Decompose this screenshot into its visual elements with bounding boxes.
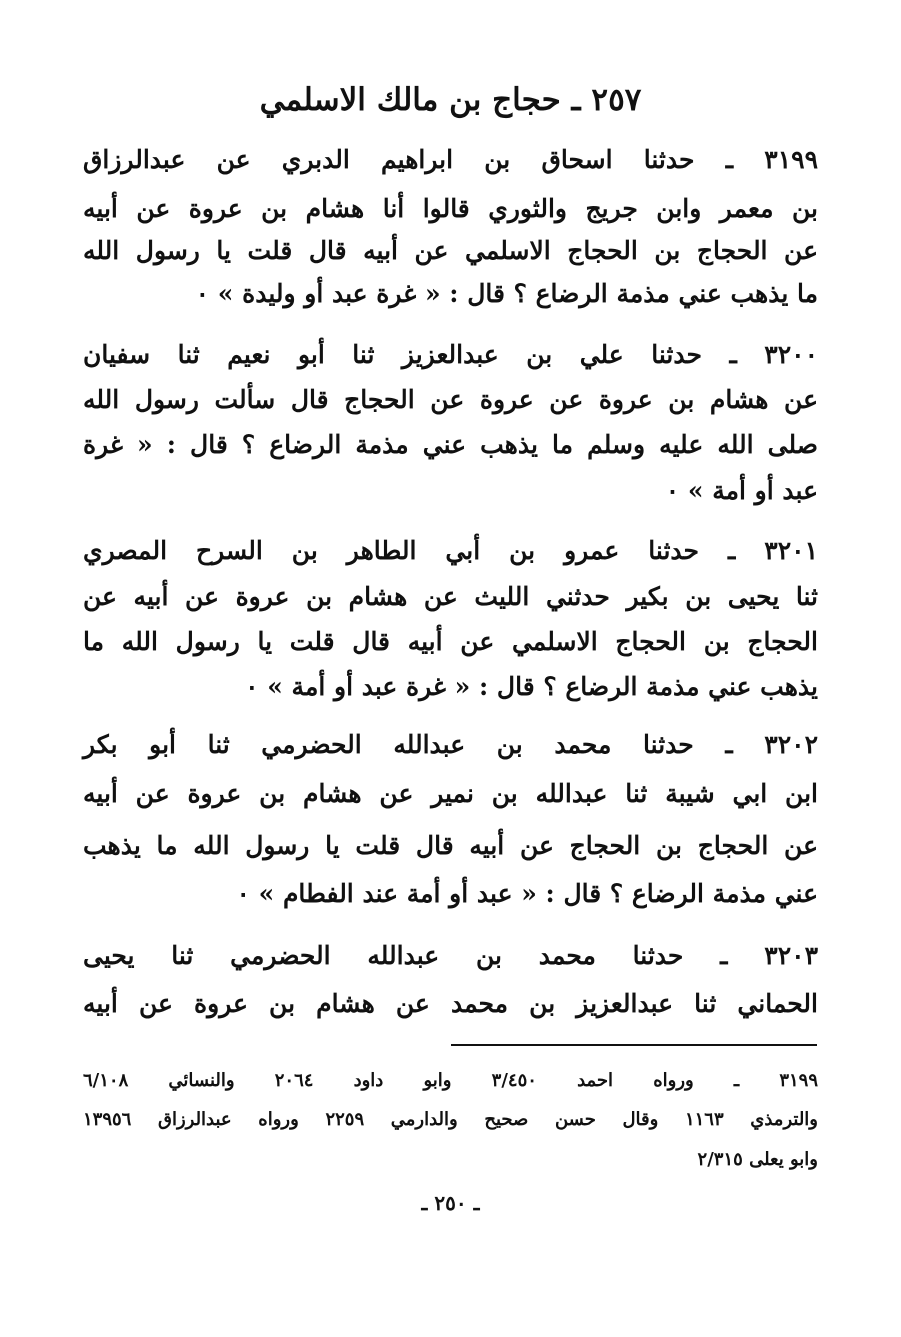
hadith-3202-line-3: عن الحجاج بن الحجاج عن أبيه قال قلت يا رسول الله ما يذهب bbox=[83, 831, 818, 860]
hadith-3199-line-4: ما يذهب عني مذمة الرضاع ؟ قال : « غرة عبد أو وليدة » ٠ bbox=[195, 279, 818, 308]
hadith-3199-line-1: ٣١٩٩ ـ حدثنا اسحاق بن ابراهيم الدبري عن عبدالرزاق bbox=[83, 145, 818, 174]
page-number: ـ ٢٥٠ ـ bbox=[421, 1191, 480, 1215]
footnote-divider bbox=[451, 1044, 817, 1046]
hadith-3200-line-4: عبد أو أمة » ٠ bbox=[665, 476, 818, 505]
hadith-3202-line-4: عني مذمة الرضاع ؟ قال : « عبد أو أمة عند الفطام » ٠ bbox=[236, 879, 818, 908]
footnote-line-2: والترمذي ١١٦٣ وقال حسن صحيح والدارمي ٢٢٥٩ ورواه عبدالرزاق ١٣٩٥٦ bbox=[83, 1109, 818, 1130]
hadith-3202-line-1: ٣٢٠٢ ـ حدثنا محمد بن عبدالله الحضرمي ثنا أبو بكر bbox=[83, 730, 818, 759]
hadith-3201-line-2: ثنا يحيى بن بكير حدثني الليث عن هشام بن عروة عن أبيه عن bbox=[83, 582, 818, 611]
hadith-3201-line-3: الحجاج بن الحجاج الاسلمي عن أبيه قال قلت يا رسول الله ما bbox=[83, 627, 818, 656]
footnote-line-1: ٣١٩٩ ـ ورواه احمد ٣/٤٥٠ وابو داود ٢٠٦٤ والنسائي ٦/١٠٨ bbox=[83, 1070, 818, 1091]
chapter-title: ٢٥٧ ـ حجاج بن مالك الاسلمي bbox=[259, 82, 642, 118]
hadith-3200-line-1: ٣٢٠٠ ـ حدثنا علي بن عبدالعزيز ثنا أبو نعيم ثنا سفيان bbox=[83, 340, 818, 369]
hadith-3199-line-2: بن معمر وابن جريج والثوري قالوا أنا هشام بن عروة عن أبيه bbox=[83, 194, 818, 223]
hadith-3202-line-2: ابن ابي شيبة ثنا عبدالله بن نمير عن هشام بن عروة عن أبيه bbox=[83, 779, 818, 808]
hadith-3200-line-2: عن هشام بن عروة عن عروة عن الحجاج قال سألت رسول الله bbox=[83, 385, 818, 414]
hadith-3201-line-4: يذهب عني مذمة الرضاع ؟ قال : « غرة عبد أو أمة » ٠ bbox=[245, 672, 818, 701]
hadith-3200-line-3: صلى الله عليه وسلم ما يذهب عني مذمة الرضاع ؟ قال : « غرة bbox=[83, 430, 818, 459]
footnote-line-3: وابو يعلى ٢/٣١٥ bbox=[697, 1149, 818, 1170]
hadith-3199-line-3: عن الحجاج بن الحجاج الاسلمي عن أبيه قال قلت يا رسول الله bbox=[83, 236, 818, 265]
hadith-3203-line-2: الحماني ثنا عبدالعزيز بن محمد عن هشام بن عروة عن أبيه bbox=[83, 989, 818, 1018]
hadith-3203-line-1: ٣٢٠٣ ـ حدثنا محمد بن عبدالله الحضرمي ثنا يحيى bbox=[83, 941, 818, 970]
hadith-3201-line-1: ٣٢٠١ ـ حدثنا عمرو بن أبي الطاهر بن السرح المصري bbox=[83, 536, 819, 565]
